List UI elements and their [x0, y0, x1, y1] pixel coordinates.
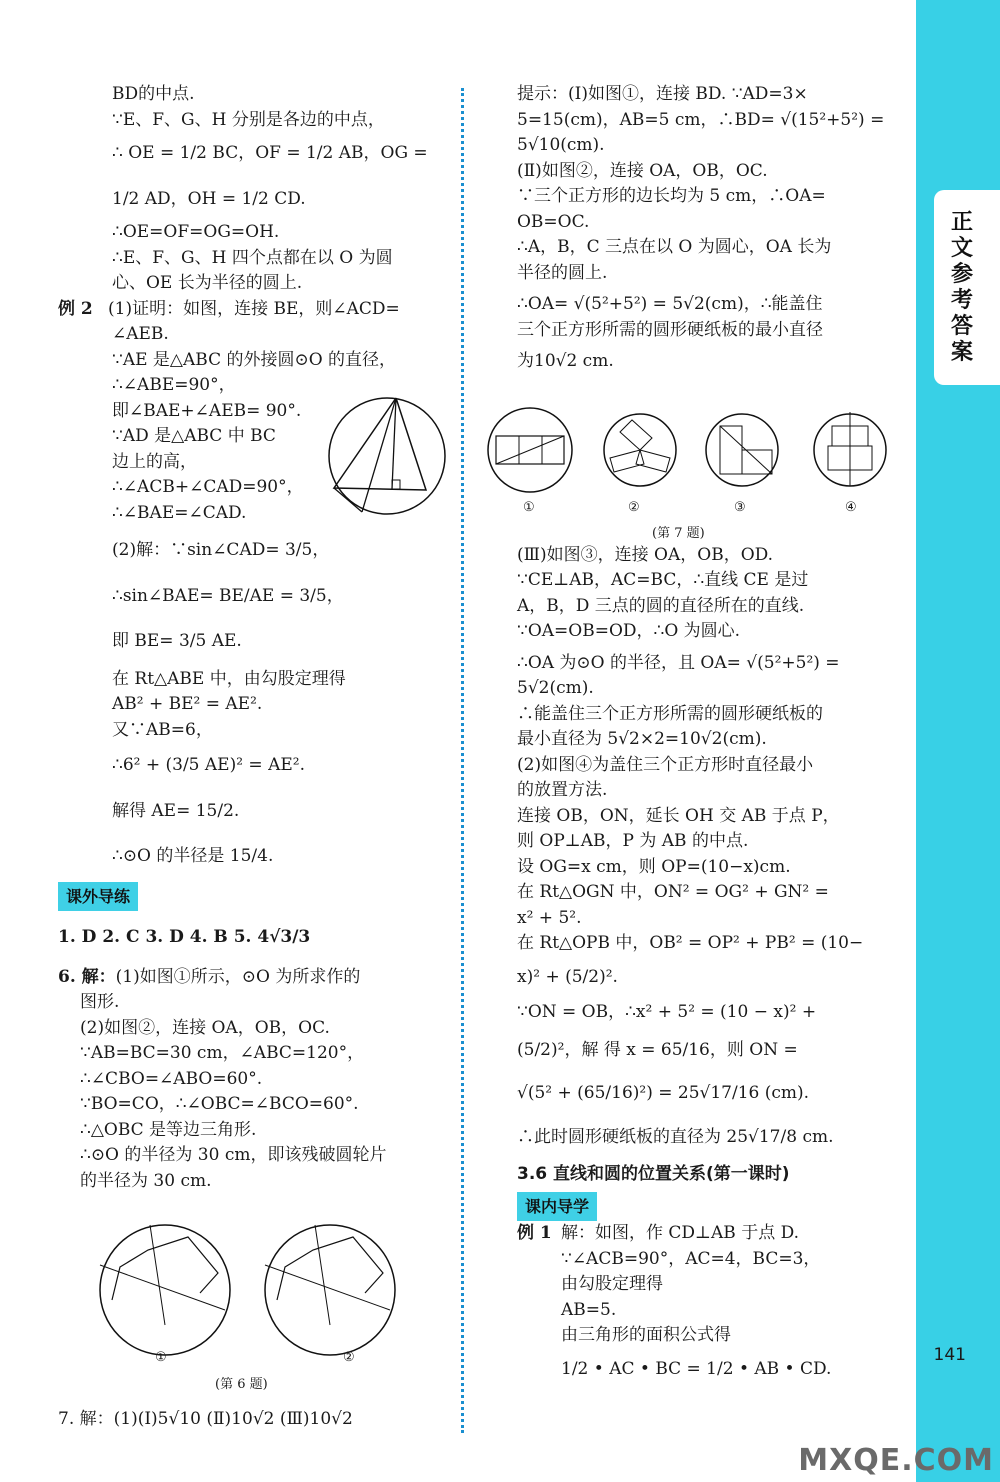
- text-line: 的半径为 30 cm.: [80, 1170, 212, 1191]
- text-line: 半径的圆上.: [517, 262, 608, 283]
- column-divider: [461, 88, 464, 1433]
- text-line: ∴此时圆形硬纸板的直径为 25√17/8 cm.: [517, 1126, 834, 1147]
- text-line: ∴E、F、G、H 四个点都在以 O 为圆: [112, 247, 393, 268]
- text-line: x² + 5².: [517, 907, 582, 928]
- example-label: 例 1: [517, 1223, 552, 1243]
- text-line: ∴6² + (3/5 AE)² = AE².: [112, 755, 305, 775]
- text-line: 由勾股定理得: [561, 1274, 663, 1294]
- text-line: ∵E、F、G、H 分别是各边的中点，: [112, 109, 385, 130]
- text-line: 又∵AB=6，: [112, 719, 213, 740]
- text-line: 即 BE= 3/5 AE.: [112, 631, 242, 651]
- text-line: ∴∠ABE=90°，: [112, 375, 236, 395]
- text-line: (Ⅲ)如图③，连接 OA，OB，OD.: [517, 544, 774, 565]
- text-line: AB² + BE² = AE².: [112, 694, 263, 714]
- text-line: ∴△OBC 是等边三角形.: [80, 1119, 257, 1140]
- text-line: ∵BO=CO，∴∠OBC=∠BCO=60°.: [80, 1094, 359, 1114]
- text-line: ∵AB=BC=30 cm，∠ABC=120°，: [80, 1043, 365, 1063]
- text-line: ∵OA=OB=OD，∴O 为圆心.: [517, 621, 741, 641]
- answer-line: 1. D 2. C 3. D 4. B 5. 4√3/3: [58, 927, 311, 947]
- text-line: 图形.: [80, 992, 120, 1012]
- watermark: MXQE.COM: [798, 1443, 994, 1478]
- text-line: 在 Rt△OPB 中，OB² = OP² + PB² = (10−: [517, 933, 864, 953]
- text-line: A，B，D 三点的圆的直径所在的直线.: [517, 595, 805, 616]
- example-label: 例 2: [58, 298, 93, 319]
- figure-6-label: ②: [343, 1350, 355, 1365]
- text-line: 心、OE 长为半径的圆上.: [112, 273, 303, 293]
- text-line: ∠AEB.: [112, 324, 169, 344]
- text-line: ∴能盖住三个正方形所需的圆形硬纸板的: [517, 703, 823, 724]
- section-badge: 课内导学: [517, 1192, 597, 1222]
- figure-6: [90, 1215, 430, 1365]
- text-line: 5√10(cm).: [517, 135, 605, 155]
- text-line: ∵三个正方形的边长均为 5 cm，∴OA=: [517, 186, 826, 206]
- text-line: 由三角形的面积公式得: [561, 1325, 731, 1345]
- figure-6-label: ①: [155, 1350, 167, 1365]
- text-line: 1/2 • AC • BC = 1/2 • AB • CD.: [561, 1358, 832, 1379]
- text-line: (2)如图④为盖住三个正方形时直径最小: [517, 754, 814, 775]
- text-line: 则 OP⊥AB，P 为 AB 的中点.: [517, 831, 749, 851]
- tab-label: 正文参考答案: [950, 210, 973, 365]
- text-line: 5√2(cm).: [517, 678, 594, 698]
- page-number: 141: [933, 1345, 966, 1365]
- text-line: (1)如图①所示，⊙O 为所求作的: [115, 966, 361, 987]
- text-line: √(5² + (65/16)²) = 25√17/16 (cm).: [517, 1083, 810, 1103]
- text-line: 最小直径为 5√2×2=10√2(cm).: [517, 729, 767, 749]
- text-line: 在 Rt△ABE 中，由勾股定理得: [112, 668, 346, 689]
- section-title: 3.6 直线和圆的位置关系(第一课时): [517, 1164, 790, 1184]
- text-line: ∴A，B，C 三点在以 O 为圆心，OA 长为: [517, 237, 832, 257]
- text-line: AB=5.: [561, 1299, 617, 1320]
- text-line: ∵∠ACB=90°，AC=4，BC=3，: [561, 1248, 821, 1269]
- text-line: x)² + (5/2)².: [517, 966, 618, 987]
- text-line: ∴⊙O 的半径为 30 cm，即该残破圆轮片: [80, 1145, 387, 1165]
- figure-7-label: ④: [845, 500, 857, 515]
- text-line: 即∠BAE+∠AEB= 90°.: [112, 400, 302, 421]
- right-column: [517, 82, 885, 1382]
- text-line: ∴OA 为⊙O 的半径，且 OA= √(5²+5²) =: [517, 652, 840, 673]
- text-line: 提示：(Ⅰ)如图①，连接 BD. ∵AD=3×: [517, 84, 808, 104]
- text-line: 解得 AE= 15/2.: [112, 800, 240, 821]
- text-line: 三个正方形所需的圆形硬纸板的最小直径: [517, 319, 823, 340]
- figure-7: [480, 402, 900, 502]
- text-line: ∴OA= √(5²+5²) = 5√2(cm)，∴能盖住: [517, 294, 823, 314]
- figure-7-label: ②: [628, 500, 640, 515]
- left-column: [58, 82, 440, 1194]
- text-line: (Ⅱ)如图②，连接 OA，OB，OC.: [517, 160, 768, 181]
- text-line: (2)如图②，连接 OA，OB，OC.: [80, 1017, 330, 1038]
- figure-7-caption: (第 7 题): [652, 526, 705, 541]
- text-line: BD的中点.: [112, 84, 195, 104]
- text-line: ∴∠ACB+∠CAD=90°，: [112, 477, 304, 497]
- figure-7-label: ①: [523, 500, 535, 515]
- text-line: 为10√2 cm.: [517, 351, 614, 371]
- text-line: ∵AD 是△ABC 中 BC: [112, 426, 276, 446]
- text-line: ∵ON = OB，∴x² + 5² = (10 − x)² +: [517, 1002, 817, 1022]
- text-line: 1/2 AD，OH = 1/2 CD.: [112, 188, 306, 209]
- example2-figure: [322, 392, 452, 522]
- text-line: 在 Rt△OGN 中，ON² = OG² + GN² =: [517, 882, 829, 902]
- text-line: ∴sin∠BAE= BE/AE = 3/5，: [112, 585, 344, 606]
- text-line: ∵AE 是△ABC 的外接圆⊙O 的直径，: [112, 349, 397, 370]
- text-line: ∴⊙O 的半径是 15/4.: [112, 846, 274, 866]
- question-7-line: 7. 解：(1)(Ⅰ)5√10 (Ⅱ)10√2 (Ⅲ)10√2: [58, 1409, 353, 1429]
- text-line: 解：如图，作 CD⊥AB 于点 D.: [561, 1223, 800, 1243]
- text-line: 连接 OB，ON，延长 OH 交 AB 于点 P，: [517, 805, 840, 826]
- text-line: OB=OC.: [517, 211, 590, 232]
- text-line: ∵CE⊥AB，AC=BC，∴直线 CE 是过: [517, 570, 809, 590]
- text-line: (2)解：∵sin∠CAD= 3/5，: [112, 540, 330, 560]
- figure-6-caption: (第 6 题): [215, 1377, 268, 1392]
- text-line: ∴∠CBO=∠ABO=60°.: [80, 1068, 263, 1089]
- text-line: (5/2)²，解 得 x = 65/16，则 ON =: [517, 1039, 798, 1060]
- text-line: ∴OE=OF=OG=OH.: [112, 222, 280, 242]
- text-line: (1)证明：如图，连接 BE，则∠ACD=: [108, 298, 400, 319]
- text-line: ∴ OE = 1/2 BC，OF = 1/2 AB，OG =: [112, 143, 428, 163]
- tab-bar-top: [916, 0, 1000, 88]
- text-line: 5=15(cm)，AB=5 cm，∴BD= √(15²+5²) =: [517, 109, 885, 130]
- section-badge: 课外导练: [58, 882, 138, 912]
- text-line: 边上的高，: [112, 451, 197, 472]
- figure-7-label: ③: [734, 500, 746, 515]
- text-line: ∴∠BAE=∠CAD.: [112, 502, 247, 523]
- question-label: 6. 解：: [58, 966, 116, 987]
- text-line: 设 OG=x cm，则 OP=(10−x)cm.: [517, 856, 791, 877]
- text-line: 的放置方法.: [517, 780, 608, 800]
